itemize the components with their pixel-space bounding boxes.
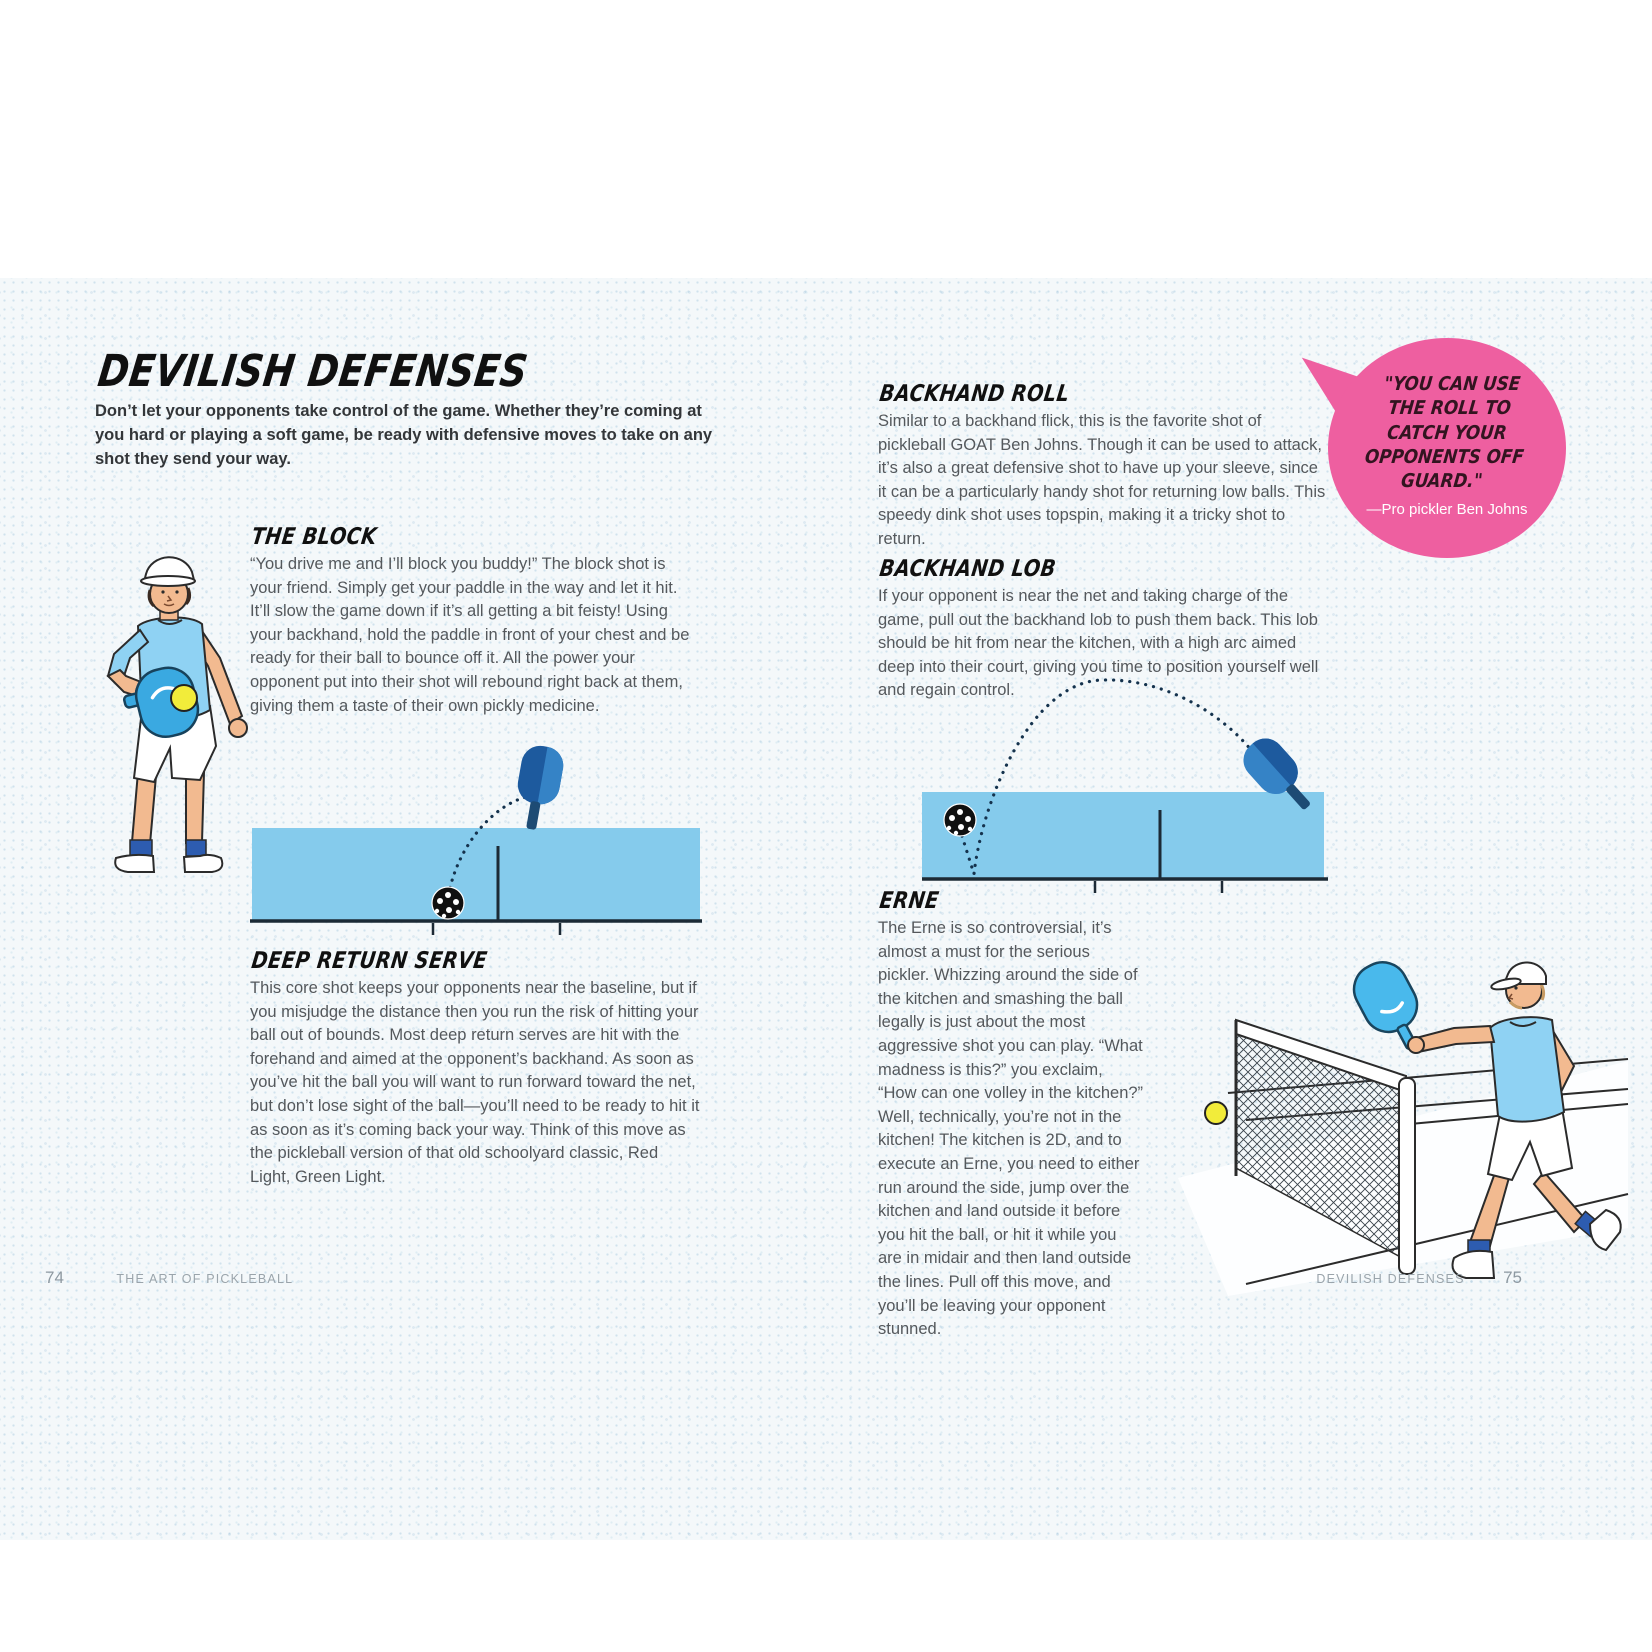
player-leg: [132, 772, 156, 844]
block-court-diagram: [250, 738, 702, 938]
section-body-erne: The Erne is so controversial, it’s almost a must for the serious pickler. Whizzing around the side of the kitchen and smashing the ball legally is just about the most aggressive shot you can play. “What madness is this?” you exclaim, “How can one volley in the kitchen?” Well, technically, you’re not in the kitchen! The kitchen is 2D, and to execute an Erne, you need to either run around the side, jump over the kitchen and land outside it before you hit the ball, or hit it while you are in midair and then land outside the lines. Pull off this move, and you’ll be leaving your opponent stunned.: [878, 919, 1144, 1339]
player-arm: [1416, 1026, 1494, 1052]
quote-text: "YOU CAN USE THE ROLL TO CATCH YOUR OPPONENTS OFF GUARD.": [1363, 373, 1525, 493]
lob-court-diagram: [872, 652, 1342, 894]
player-sock: [130, 840, 152, 856]
player-eye: [175, 590, 178, 593]
footer-left: [45, 1268, 293, 1288]
player-hand: [1408, 1037, 1424, 1053]
player-sock: [186, 840, 206, 856]
footer-book-title: THE ART OF PICKLEBALL: [116, 1272, 294, 1286]
section-body-the-block: “You drive me and I’ll block you buddy!” The block shot is your friend. Simply get your paddle in the way and let it hit. It’ll slow the game down if it’s all getting a bit feisty! Using your backhand, hold the paddle in front of your chest and be ready for their ball to bounce off it. All the power your opponent put into their shot will rebound right back at them, giving them a taste of their own pickly medicine.: [250, 555, 690, 715]
player-shoe: [115, 855, 154, 872]
section-heading-the-block: THE BLOCK: [250, 524, 379, 550]
section-heading-erne: ERNE: [878, 888, 941, 914]
court-side-view: [252, 828, 700, 920]
page-title: DEVILISH DEFENSES: [95, 346, 531, 397]
quote-attribution: —Pro pickler Ben Johns: [1366, 500, 1528, 518]
paddle-icon: [510, 743, 566, 833]
section-body-backhand-lob: If your opponent is near the net and taking charge of the game, pull out the backhand lob to push them back. This lob should be hit from near the kitchen, with a high arc aimed deep into their court, giving you time to position yourself well and regain control.: [878, 587, 1319, 700]
block-player-illustration: [50, 540, 265, 875]
erne-illustration: [1158, 928, 1648, 1298]
player-shirt: [1490, 1017, 1564, 1121]
section-heading-backhand-lob: BACKHAND LOB: [878, 556, 1058, 582]
cap-brim: [141, 576, 195, 586]
net-post: [1399, 1078, 1415, 1274]
pickleball-icon: [944, 804, 976, 836]
court-side-view: [922, 792, 1324, 879]
ball-icon: [1205, 1102, 1227, 1124]
section-heading-backhand-roll: BACKHAND ROLL: [878, 381, 1072, 407]
player-leg: [186, 772, 204, 843]
footer-right: [1050, 1268, 1550, 1288]
ball-icon: [171, 685, 197, 711]
intro-paragraph: Don’t let your opponents take control of the game. Whether they’re coming at you hard or playing a soft game, be ready with defensive moves to take on any shot they send your way.: [95, 402, 713, 468]
section-body-backhand-roll: Similar to a backhand flick, this is the favorite shot of pickleball GOAT Ben Johns. Though it can be used to attack, it’s also a great defensive shot to have up your sleeve, since it can be a particularly handy shot for returning low balls. This speedy dink shot uses topspin, making it a tricky shot to return.: [878, 412, 1326, 548]
footer-chapter-title: DEVILISH DEFENSES: [1316, 1272, 1465, 1286]
player-eye: [161, 590, 164, 593]
player-shoe: [184, 855, 222, 872]
section-body-deep-return-serve: This core shot keeps your opponents near the baseline, but if you misjudge the distance then you run the risk of hitting your ball out of bounds. Most deep return serves are hit with the forehand and aimed at the opponent’s backhand. As soon as you’ve hit the ball you will want to run forward toward the net, but don’t lose sight of the ball—you’ll need to be ready to hit it as soon as it’s coming back your way. Think of this move as the pickleball version of that old schoolyard classic, Red Light, Green Light.: [250, 979, 700, 1186]
page-number-right: 75: [1503, 1268, 1522, 1287]
pickleball-icon: [432, 887, 464, 919]
speech-bubble: [1328, 338, 1566, 558]
section-heading-deep-return-serve: DEEP RETURN SERVE: [250, 948, 489, 974]
page-number-left: 74: [45, 1268, 64, 1287]
player-hand: [229, 719, 247, 737]
